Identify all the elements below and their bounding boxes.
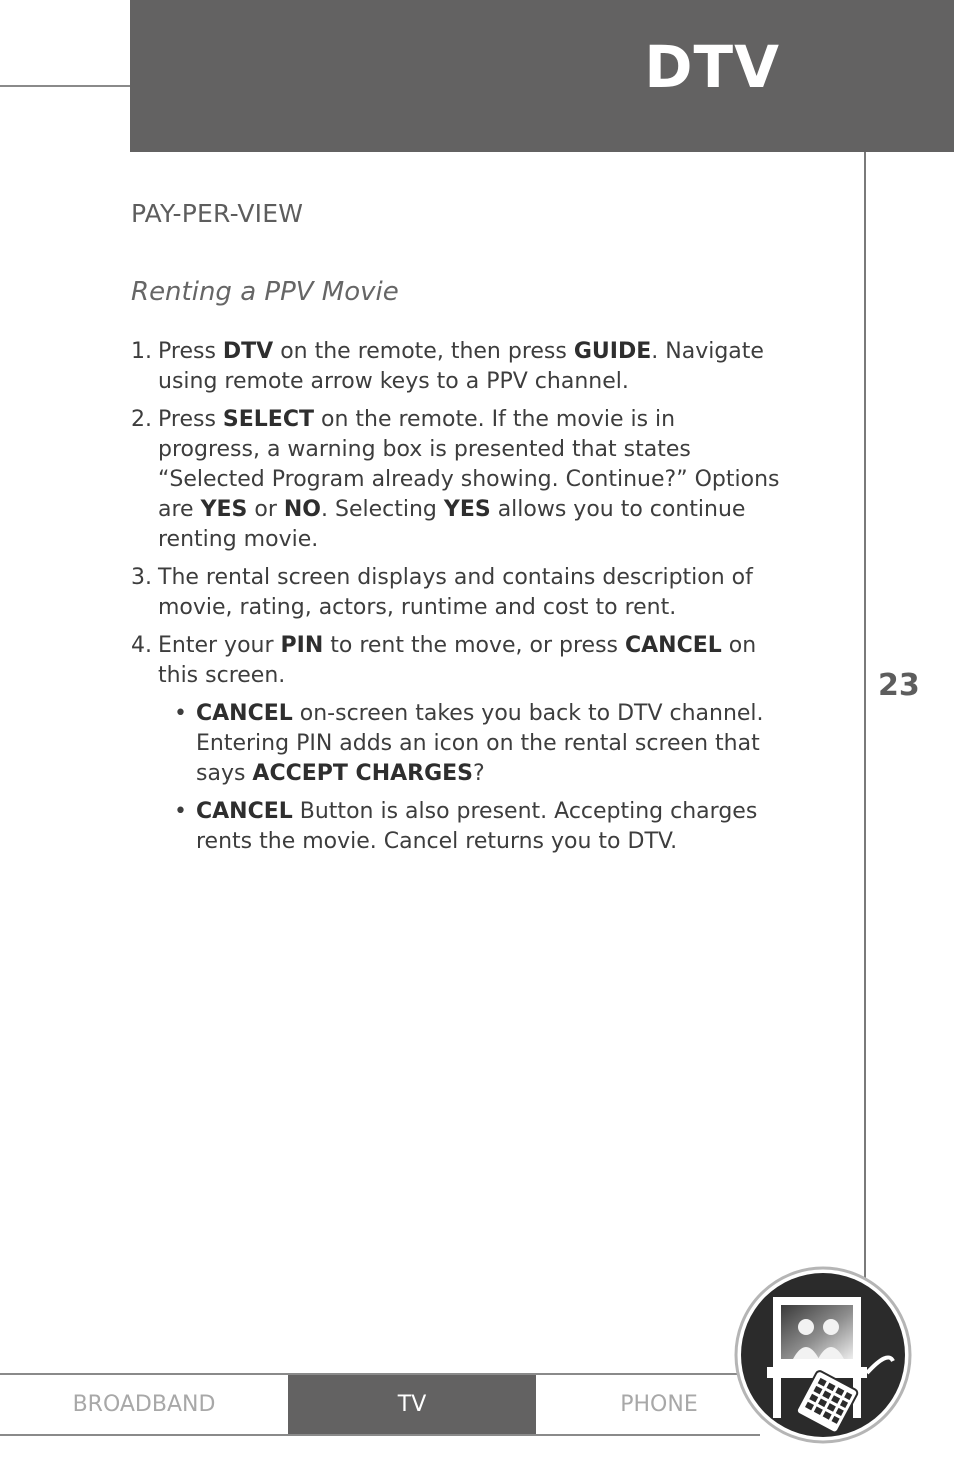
- bullet-item: [170, 797, 781, 857]
- bullet-dot: •: [174, 701, 187, 726]
- step-item: [131, 405, 781, 555]
- text-run: or: [247, 497, 284, 522]
- step-text: [158, 407, 779, 552]
- text-run: Press: [158, 407, 223, 432]
- tab-tv[interactable]: TV: [288, 1375, 536, 1434]
- top-left-rule: [0, 85, 130, 87]
- bold-term: CANCEL: [196, 799, 293, 824]
- step-item: [131, 563, 781, 623]
- bold-term: PIN: [280, 633, 324, 658]
- bullet-list: [170, 699, 781, 857]
- section-heading: PAY-PER-VIEW: [131, 199, 304, 228]
- bullet-text: [196, 701, 764, 786]
- text-run: ?: [473, 761, 485, 786]
- instruction-steps: [131, 337, 781, 865]
- subheading: Renting a PPV Movie: [131, 277, 399, 307]
- bold-term: SELECT: [222, 407, 314, 432]
- text-run: on-screen takes you back to DTV channel. Entering PIN adds an icon on the rental screen that says: [196, 701, 764, 786]
- bold-term: YES: [443, 497, 491, 522]
- page-number: 23: [878, 668, 920, 703]
- text-run: on the remote. If the movie is in progress, a warning box is presented that states “Selected Program already showing. Continue?” Options are: [158, 407, 780, 522]
- text-run: The rental screen displays and contains description of movie, rating, actors, runtime and cost to rent.: [158, 565, 753, 620]
- bullet-item: [170, 699, 781, 789]
- step-item: [131, 337, 781, 397]
- bold-term: GUIDE: [573, 339, 652, 364]
- footer-rule-bottom: [0, 1434, 760, 1436]
- side-rule: [864, 152, 866, 1292]
- bullet-dot: •: [174, 799, 187, 824]
- bullet-text: [196, 799, 757, 854]
- tab-broadband[interactable]: BROADBAND: [0, 1375, 288, 1434]
- step-text: [158, 339, 764, 394]
- text-run: Button is also present. Accepting charges rents the movie. Cancel returns you to DTV.: [196, 799, 758, 854]
- text-run: on the remote, then press: [273, 339, 574, 364]
- text-run: . Selecting: [321, 497, 444, 522]
- bold-term: YES: [200, 497, 248, 522]
- tab-phone[interactable]: PHONE: [536, 1375, 782, 1434]
- step-number: 4.: [131, 633, 152, 658]
- step-item: [131, 631, 781, 857]
- header-band: [130, 0, 954, 152]
- text-run: to rent the move, or press: [323, 633, 625, 658]
- bold-term: ACCEPT CHARGES: [252, 761, 474, 786]
- text-run: allows you to continue renting movie.: [158, 497, 746, 552]
- text-run: Enter your: [158, 633, 281, 658]
- step-text: [158, 565, 753, 620]
- tv-remote-icon: [733, 1265, 913, 1445]
- bold-term: CANCEL: [625, 633, 722, 658]
- step-number: 2.: [131, 407, 152, 432]
- bold-term: NO: [283, 497, 322, 522]
- bold-term: CANCEL: [196, 701, 293, 726]
- text-run: Press: [158, 339, 223, 364]
- text-run: . Navigate using remote arrow keys to a PPV channel.: [158, 339, 764, 394]
- step-number: 1.: [131, 339, 152, 364]
- page-title: DTV: [644, 33, 780, 101]
- step-number: 3.: [131, 565, 152, 590]
- step-text: [158, 633, 756, 688]
- text-run: on this screen.: [158, 633, 757, 688]
- bold-term: DTV: [222, 339, 274, 364]
